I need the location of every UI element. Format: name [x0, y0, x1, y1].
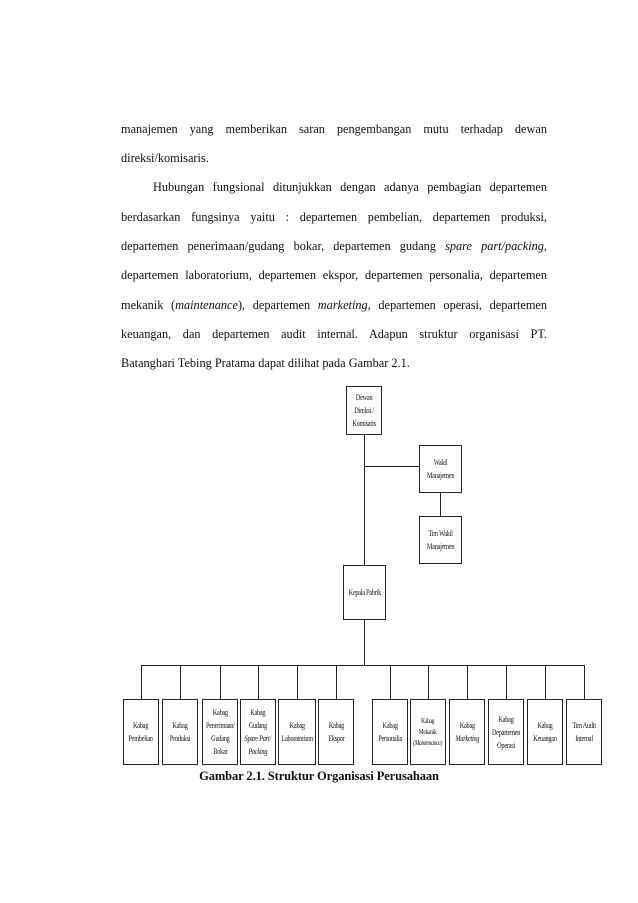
connector-line [440, 493, 441, 516]
box-label: Internal [575, 734, 593, 743]
box-label: Kabag [459, 721, 475, 730]
connector-line [141, 665, 585, 666]
box-kabag-marketing [449, 699, 485, 765]
connector-line [364, 620, 365, 666]
box-label: Dewan [355, 393, 373, 402]
box-kabag-penerimaan-gudang-bokar [202, 699, 238, 765]
box-label: Kabag [250, 708, 266, 717]
box-tim-audit-internal [566, 699, 602, 765]
connector-line [467, 665, 468, 699]
box-label: Keuangan [533, 734, 557, 743]
box-kabag-gudang-spare-part [240, 699, 276, 765]
box-label: Ekspor [327, 734, 345, 743]
box-label: Kabag [421, 716, 435, 725]
box-label: Kabag [382, 721, 398, 730]
connector-line [584, 665, 585, 699]
box-label: Mekanik [419, 727, 437, 736]
box-label: Tim Wakil [428, 529, 453, 538]
box-label: Personalia [378, 734, 402, 743]
box-label: Laboratorium [281, 734, 313, 743]
box-label: Kepala Pabrik [348, 588, 381, 597]
box-label: Departemen [491, 727, 521, 737]
box-tim-wakil-manajemen [419, 516, 462, 564]
box-label: Wakil [433, 458, 448, 467]
box-label: Direksi / [354, 406, 374, 415]
box-kabag-keuangan [527, 699, 563, 765]
box-label: Kabag [498, 714, 514, 724]
text-line: direksi/komisaris. [121, 151, 209, 165]
text-line: departemen laboratorium, departemen ekspor, departemen personalia, departemen [121, 268, 547, 282]
connector-line [258, 665, 259, 699]
box-label: Gudang [210, 734, 230, 743]
connector-line [364, 434, 365, 565]
box-dewan-direksi [346, 386, 382, 435]
box-label: Penerimaan/ [205, 721, 235, 730]
box-kabag-ekspor [318, 699, 354, 765]
box-label: (Maintenance) [413, 738, 443, 747]
box-kabag-produksi [162, 699, 198, 765]
text-span-italic: marketing [317, 298, 368, 312]
box-kabag-mekanik [410, 699, 446, 765]
box-label: Spare Part/ [244, 734, 272, 743]
box-label: Kabag [133, 721, 149, 730]
box-label: Manajemen [426, 471, 455, 480]
connector-line [141, 665, 142, 699]
text-span-italic: spare part/packing [445, 239, 544, 253]
connector-line [336, 665, 337, 699]
connector-line [220, 665, 221, 699]
text-span-italic: maintenance [175, 298, 238, 312]
box-label: Bokar [212, 747, 228, 756]
box-wakil-manajemen [419, 445, 462, 493]
text-span: , departemen operasi, departemen [367, 298, 548, 312]
text-line: Batanghari Tebing Pratama dapat dilihat pada Gambar 2.1. [121, 356, 410, 370]
box-label: Operasi [497, 740, 515, 750]
box-label: Produksi [169, 734, 191, 743]
connector-line [506, 665, 507, 699]
box-label: Pembelian [128, 734, 154, 743]
box-kabag-pembelian [123, 699, 159, 765]
text-span: ), departemen [237, 298, 318, 312]
connector-line [428, 665, 429, 699]
box-kepala-pabrik [343, 565, 386, 620]
box-label: Kabag [537, 721, 553, 730]
box-kabag-departemen-operasi [488, 699, 524, 765]
box-label: Tim Audit [572, 721, 596, 730]
text-line: keuangan, dan departemen audit internal. Adapun struktur organisasi PT. [121, 327, 547, 341]
box-label: Gudang [248, 721, 268, 730]
box-label: Kabag [172, 721, 188, 730]
text-line: berdasarkan fungsinya yaitu : departemen pembelian, departemen produksi, [121, 210, 547, 224]
text-line: manajemen yang memberikan saran pengembangan mutu terhadap dewan [121, 122, 547, 136]
box-label: Kabag [212, 708, 228, 717]
box-label: Kabag [289, 721, 305, 730]
text-span: mekanik ( [121, 298, 176, 312]
box-kabag-personalia [372, 699, 408, 765]
text-line: Hubungan fungsional ditunjukkan dengan adanya pembagian departemen [153, 180, 547, 194]
box-label: Manajemen [426, 542, 455, 551]
connector-line [545, 665, 546, 699]
connector-line [180, 665, 181, 699]
text-span: , [543, 239, 547, 253]
box-label: Komisaris [352, 419, 376, 428]
box-label: Packing [248, 747, 268, 756]
connector-line [297, 665, 298, 699]
box-label: Marketing [455, 734, 479, 743]
connector-line [390, 665, 391, 699]
box-label: Kabag [328, 721, 344, 730]
box-kabag-laboratorium [278, 699, 316, 765]
figure-caption: Gambar 2.1. Struktur Organisasi Perusahaan [199, 769, 439, 783]
text-span: departemen penerimaan/gudang bokar, departemen gudang [121, 239, 446, 253]
